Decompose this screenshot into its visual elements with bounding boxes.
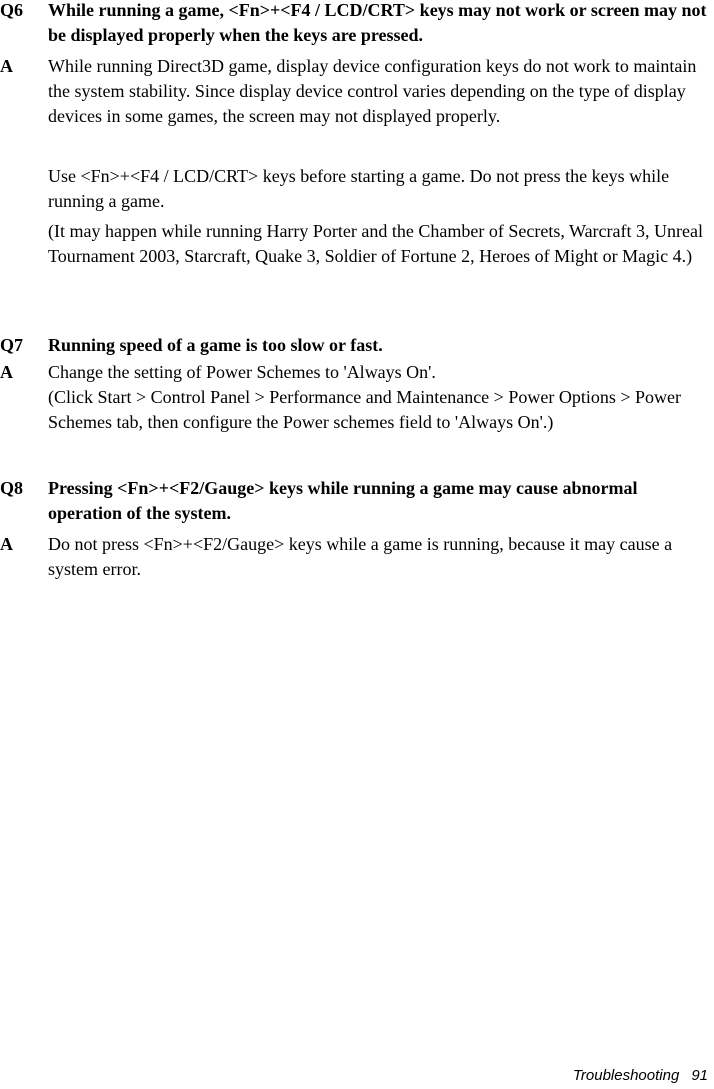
question-row (0, 476, 714, 526)
question-tag: Q7 (0, 335, 24, 355)
answer-paragraph: Change the setting of Power Schemes to 'Always On'. (Click Start > Control Panel > Performance and Maintenance > Power Options > Power Schemes tab, then configure the Power schemes field to 'Always On'.) (48, 362, 681, 432)
page-footer (573, 1067, 708, 1085)
question-text: While running a game, <Fn>+<F4 / LCD/CRT> keys may not work or screen may not be displayed properly when the keys are pressed. (48, 0, 707, 45)
qa-block-q8 (0, 476, 714, 582)
qa-block-q7 (0, 333, 714, 435)
qa-block-q6 (0, 0, 714, 269)
answer-body (48, 54, 714, 269)
answer-tag: A (0, 362, 13, 382)
answer-body (48, 532, 708, 582)
answer-tag: A (0, 534, 13, 554)
question-text: Pressing <Fn>+<F2/Gauge> keys while running a game may cause abnormal operation of the system. (48, 478, 638, 523)
answer-body (48, 360, 714, 435)
question-tag: Q6 (0, 0, 24, 20)
answer-paragraph: Do not press <Fn>+<F2/Gauge> keys while a game is running, because it may cause a system error. (48, 534, 673, 579)
footer-section-title: Troubleshooting (572, 1067, 680, 1084)
page-number: 91 (691, 1067, 708, 1084)
question-row (0, 333, 714, 358)
answer-row (0, 54, 714, 269)
answer-tag: A (0, 56, 13, 76)
answer-row (0, 360, 714, 435)
question-tag: Q8 (0, 478, 24, 498)
question-text: Running speed of a game is too slow or fast. (48, 335, 383, 355)
answer-paragraph: Use <Fn>+<F4 / LCD/CRT> keys before starting a game. Do not press the keys while running a game. (48, 166, 670, 211)
answer-row (0, 532, 714, 582)
answer-paragraph: (It may happen while running Harry Porter and the Chamber of Secrets, Warcraft 3, Unreal Tournament 2003, Starcraft, Quake 3, Soldier of Fortune 2, Heroes of Might or Magic 4.) (48, 221, 703, 266)
answer-paragraph: While running Direct3D game, display device configuration keys do not work to maintain the system stability. Since display device control varies depending on the type of display devices in some games, the screen may not displayed properly. (48, 56, 697, 126)
question-row (0, 0, 714, 48)
